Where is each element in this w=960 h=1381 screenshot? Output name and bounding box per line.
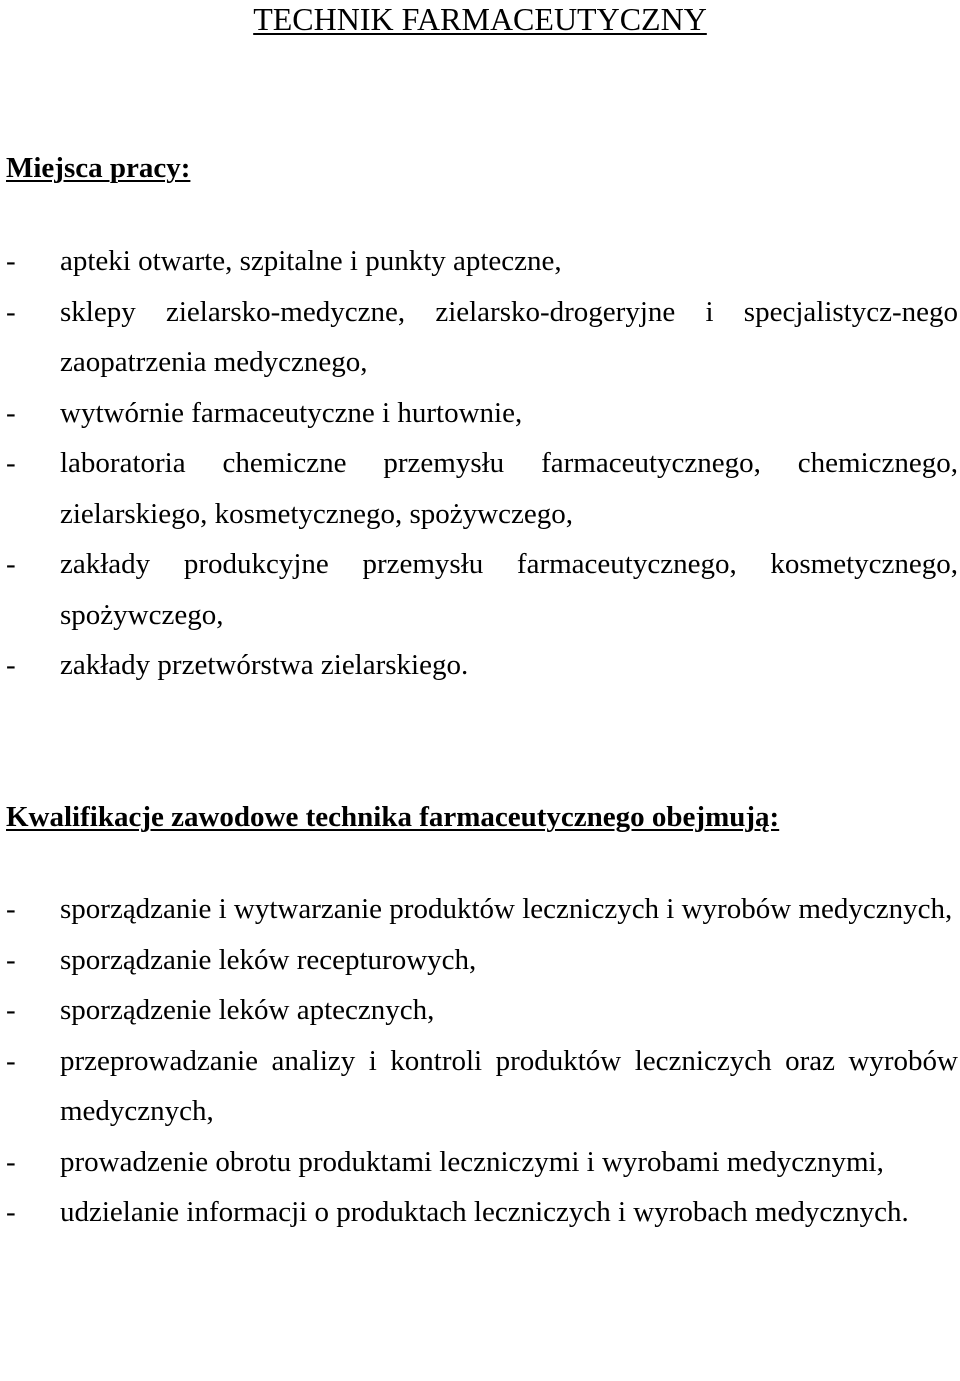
bullet-dash: - xyxy=(6,1145,16,1178)
workplaces-heading: Miejsca pracy: xyxy=(6,152,191,184)
qualifications-list xyxy=(0,884,960,1238)
qualifications-heading: Kwalifikacje zawodowe technika farmaceutycznego obejmują: xyxy=(6,801,780,833)
bullet-dash: - xyxy=(6,943,16,976)
bullet-dash: - xyxy=(6,447,16,479)
list-item xyxy=(0,985,960,1036)
bullet-dash: - xyxy=(6,1044,16,1077)
list-item-text: apteki otwarte, szpitalne i punkty apteczne, xyxy=(60,245,562,277)
list-item xyxy=(0,287,960,388)
bullet-dash: - xyxy=(6,893,16,925)
list-item-text: sporządzenie leków aptecznych, xyxy=(60,994,435,1026)
bullet-dash: - xyxy=(6,649,16,681)
list-item xyxy=(0,1036,960,1137)
list-item xyxy=(0,884,960,935)
bullet-dash: - xyxy=(6,548,16,580)
list-item xyxy=(0,539,960,640)
list-item-text: udzielanie informacji o produktach leczniczych i wyrobach medycznych. xyxy=(60,1196,909,1228)
list-item-text: sporządzanie i wytwarzanie produktów leczniczych i wyrobów medycznych, xyxy=(60,893,953,925)
list-item-text: prowadzenie obrotu produktami leczniczymi i wyrobami medycznymi, xyxy=(60,1145,884,1178)
list-item xyxy=(0,388,960,439)
list-item-text: laboratoria chemiczne przemysłu farmaceutycznego, chemicznego, zielarskiego, kosmetycznego, spożywczego, xyxy=(60,447,958,530)
list-item xyxy=(0,236,960,287)
bullet-dash: - xyxy=(6,1196,16,1228)
list-item xyxy=(0,438,960,539)
bullet-dash: - xyxy=(6,295,16,328)
list-item-text: sporządzanie leków recepturowych, xyxy=(60,943,477,976)
list-item-text: zakłady produkcyjne przemysłu farmaceutycznego, kosmetycznego, spożywczego, xyxy=(60,548,958,631)
document-title: TECHNIK FARMACEUTYCZNY xyxy=(253,1,707,37)
list-item-text: przeprowadzanie analizy i kontroli produktów leczniczych oraz wyrobów medycznych, xyxy=(60,1044,958,1127)
bullet-dash: - xyxy=(6,396,16,429)
list-item xyxy=(0,640,960,691)
list-item xyxy=(0,1187,960,1238)
bullet-dash: - xyxy=(6,245,16,277)
bullet-dash: - xyxy=(6,994,16,1026)
list-item xyxy=(0,1137,960,1188)
list-item xyxy=(0,935,960,986)
workplaces-list xyxy=(0,236,960,691)
list-item-text: sklepy zielarsko-medyczne, zielarsko-drogeryjne i specjalistycz-nego zaopatrzenia medycznego, xyxy=(60,295,958,378)
list-item-text: zakłady przetwórstwa zielarskiego. xyxy=(60,649,469,681)
list-item-text: wytwórnie farmaceutyczne i hurtownie, xyxy=(60,396,523,429)
